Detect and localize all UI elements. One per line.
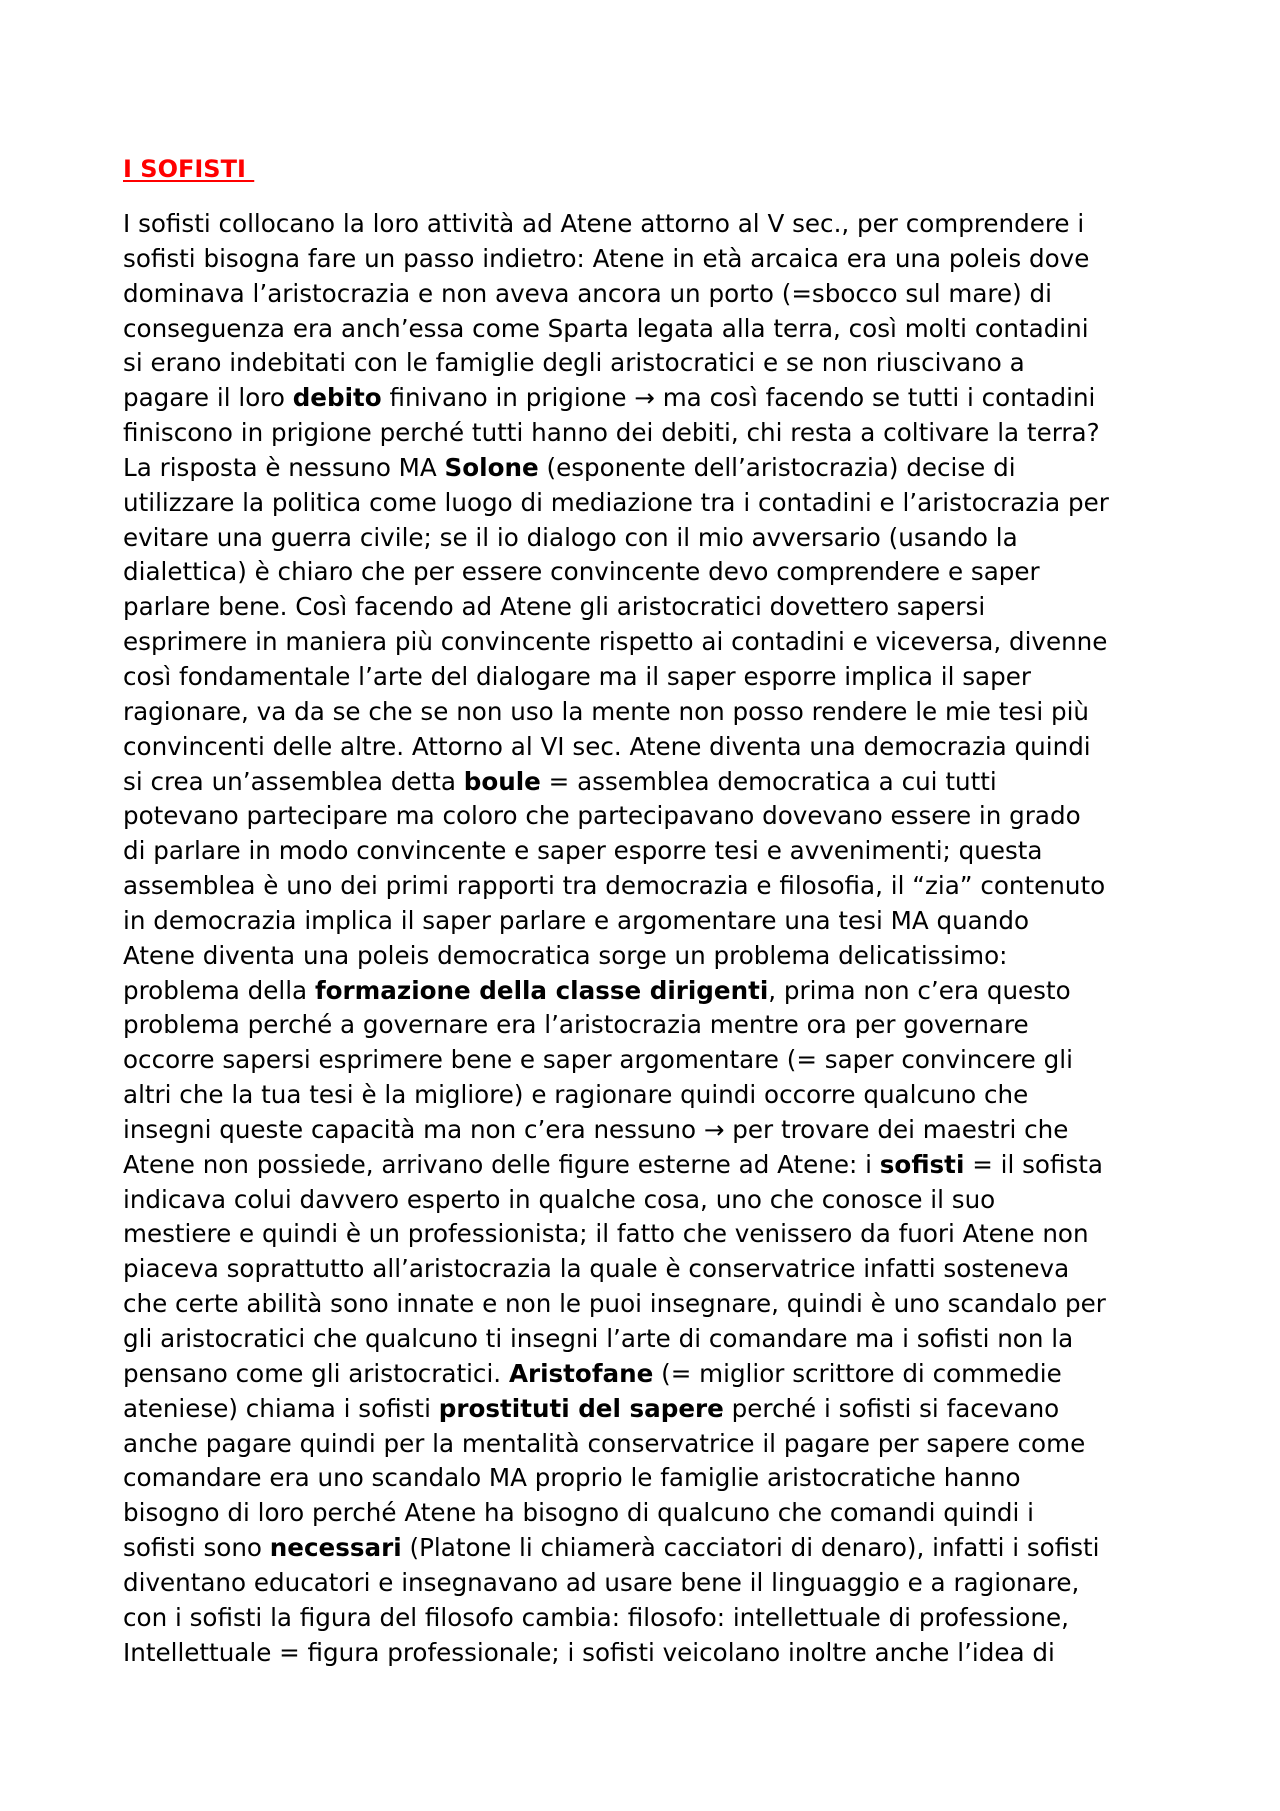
text-line [123,660,1183,695]
text-line [123,1322,1183,1357]
text-line [123,1183,1183,1218]
text-line [123,1148,1183,1183]
text-run: problema della [123,975,315,1005]
text-run: diventano educatori e insegnavano ad usare bene il linguaggio e a ragionare, [123,1567,1080,1597]
text-run: anche pagare quindi per la mentalità conservatrice il pagare per sapere come [123,1428,1086,1458]
text-run: in democrazia implica il saper parlare e argomentare una tesi MA quando [123,905,1029,935]
text-line [123,695,1183,730]
text-run: sofisti sono [123,1533,270,1563]
text-line [123,242,1183,277]
text-run: Atene diventa una poleis democratica sorge un problema delicatissimo: [123,940,1008,970]
text-line [123,590,1183,625]
text-run: piaceva soprattutto all’aristocrazia la quale è conservatrice infatti sosteneva [123,1254,1070,1284]
text-run: che certe abilità sono innate e non le puoi insegnare, quindi è uno scandalo per [123,1289,1106,1319]
text-line [123,312,1183,347]
text-run: sofisti bisogna fare un passo indietro: Atene in età arcaica era una poleis dove [123,243,1090,273]
text-run: I sofisti collocano la loro attività ad Atene attorno al V sec., per comprendere i [123,209,1085,238]
text-run: ragionare, va da se che se non uso la mente non posso rendere le mie tesi più [123,696,1090,726]
text-line [123,625,1183,660]
text-line [123,555,1183,590]
text-run: altri che la tua tesi è la migliore) e ragionare quindi occorre qualcuno che [123,1080,1029,1110]
text-run: dominava l’aristocrazia e non aveva ancora un porto (=sbocco sul mare) di [123,278,1052,308]
text-line [123,486,1183,521]
text-run: conseguenza era anch’essa come Sparta legata alla terra, così molti contadini [123,313,1089,343]
text-line [123,1566,1183,1601]
text-run: si crea un’assemblea detta [123,766,464,796]
text-run: Intellettuale = figura professionale; i sofisti veicolano inoltre anche l’idea di [123,1637,1055,1667]
text-line [123,381,1183,416]
text-run: si erano indebitati con le famiglie degli aristocratici e se non riuscivano a [123,348,1025,378]
text-run: bisogno di loro perché Atene ha bisogno di qualcuno che comandi quindi i [123,1498,1035,1528]
text-run: occorre sapersi esprimere bene e saper argomentare (= saper convincere gli [123,1045,1073,1075]
text-line [123,1008,1183,1043]
text-run: ateniese) chiama i sofisti [123,1393,439,1423]
text-line [123,207,1183,242]
text-line [123,416,1183,451]
text-run: finivano in prigione → ma così facendo se tutti i contadini [381,383,1096,413]
text-run: pensano come gli aristocratici. [123,1358,509,1388]
text-run: potevano partecipare ma coloro che partecipavano dovevano essere in grado [123,801,1081,831]
text-line [123,1392,1183,1427]
text-line [123,277,1183,312]
text-run: insegni queste capacità ma non c’era nessuno → per trovare dei maestri che [123,1114,1069,1144]
text-line [123,974,1183,1009]
text-line [123,1217,1183,1252]
text-run: (= miglior scrittore di commedie [653,1358,1062,1388]
text-run: Atene non possiede, arrivano delle figure esterne ad Atene: i [123,1149,880,1179]
text-line [123,1113,1183,1148]
text-run: convincenti delle altre. Attorno al VI sec. Atene diventa una democrazia quindi [123,731,1091,761]
text-line [123,346,1183,381]
text-line [123,1427,1183,1462]
text-line [123,1043,1183,1078]
text-line [123,1531,1183,1566]
text-line [123,1252,1183,1287]
bold-term: necessari [269,1533,402,1563]
text-run: = assemblea democratica a cui tutti [540,766,997,796]
text-run: di parlare in modo convincente e saper esporre tesi e avvenimenti; questa [123,836,1043,866]
text-line [123,765,1183,800]
text-run: con i sofisti la figura del filosofo cambia: filosofo: intellettuale di professione, [123,1602,1069,1632]
document-title: I SOFISTI [123,155,255,183]
text-line [123,834,1183,869]
bold-term: Solone [444,452,539,482]
bold-term: sofisti [879,1149,965,1179]
text-line [123,1287,1183,1322]
bold-term: boule [463,766,541,796]
text-line [123,1078,1183,1113]
text-run: problema perché a governare era l’aristocrazia mentre ora per governare [123,1010,1029,1040]
text-run: La risposta è nessuno MA [123,452,445,482]
text-run: , prima non c’era questo [768,975,1071,1005]
text-line [123,939,1183,974]
text-run: perché i sofisti si facevano [723,1393,1060,1423]
text-run: gli aristocratici che qualcuno ti insegni l’arte di comandare ma i sofisti non la [123,1324,1074,1353]
bold-term: prostituti del sapere [438,1393,724,1423]
text-line [123,730,1183,765]
document-body [123,207,1183,1670]
bold-term: formazione della classe dirigenti [314,975,769,1005]
text-line [123,904,1183,939]
text-run: parlare bene. Così facendo ad Atene gli aristocratici dovettero sapersi [123,592,986,622]
text-line [123,1636,1183,1671]
text-run: (esponente dell’aristocrazia) decise di [538,452,1016,482]
text-run: assemblea è uno dei primi rapporti tra democrazia e filosofia, il “zia” contenuto [123,871,1106,901]
text-line [123,451,1183,486]
text-line [123,869,1183,904]
text-run: così fondamentale l’arte del dialogare ma il saper esporre implica il saper [123,661,1031,691]
text-run: esprimere in maniera più convincente rispetto ai contadini e viceversa, divenne [123,627,1108,657]
text-run: (Platone li chiamerà cacciatori di denaro), infatti i sofisti [401,1533,1100,1563]
text-run: comandare era uno scandalo MA proprio le famiglie aristocratiche hanno [123,1463,1021,1493]
text-line [123,1496,1183,1531]
bold-term: debito [292,383,382,413]
bold-term: Aristofane [508,1358,654,1388]
text-line [123,1461,1183,1496]
text-run: utilizzare la politica come luogo di mediazione tra i contadini e l’aristocrazia per [123,487,1109,517]
text-line [123,1601,1183,1636]
text-run: evitare una guerra civile; se il io dialogo con il mio avversario (usando la [123,522,1018,552]
text-line [123,799,1183,834]
text-run: = il sofista [964,1149,1103,1179]
text-run: mestiere e quindi è un professionista; il fatto che venissero da fuori Atene non [123,1219,1089,1249]
text-line [123,521,1183,556]
text-run: finiscono in prigione perché tutti hanno dei debiti, chi resta a coltivare la terra? [123,418,1100,448]
text-run: pagare il loro [123,383,293,413]
text-run: dialettica) è chiaro che per essere convincente devo comprendere e saper [123,557,1040,587]
text-run: indicava colui davvero esperto in qualche cosa, uno che conosce il suo [123,1184,996,1214]
text-line [123,1357,1183,1392]
